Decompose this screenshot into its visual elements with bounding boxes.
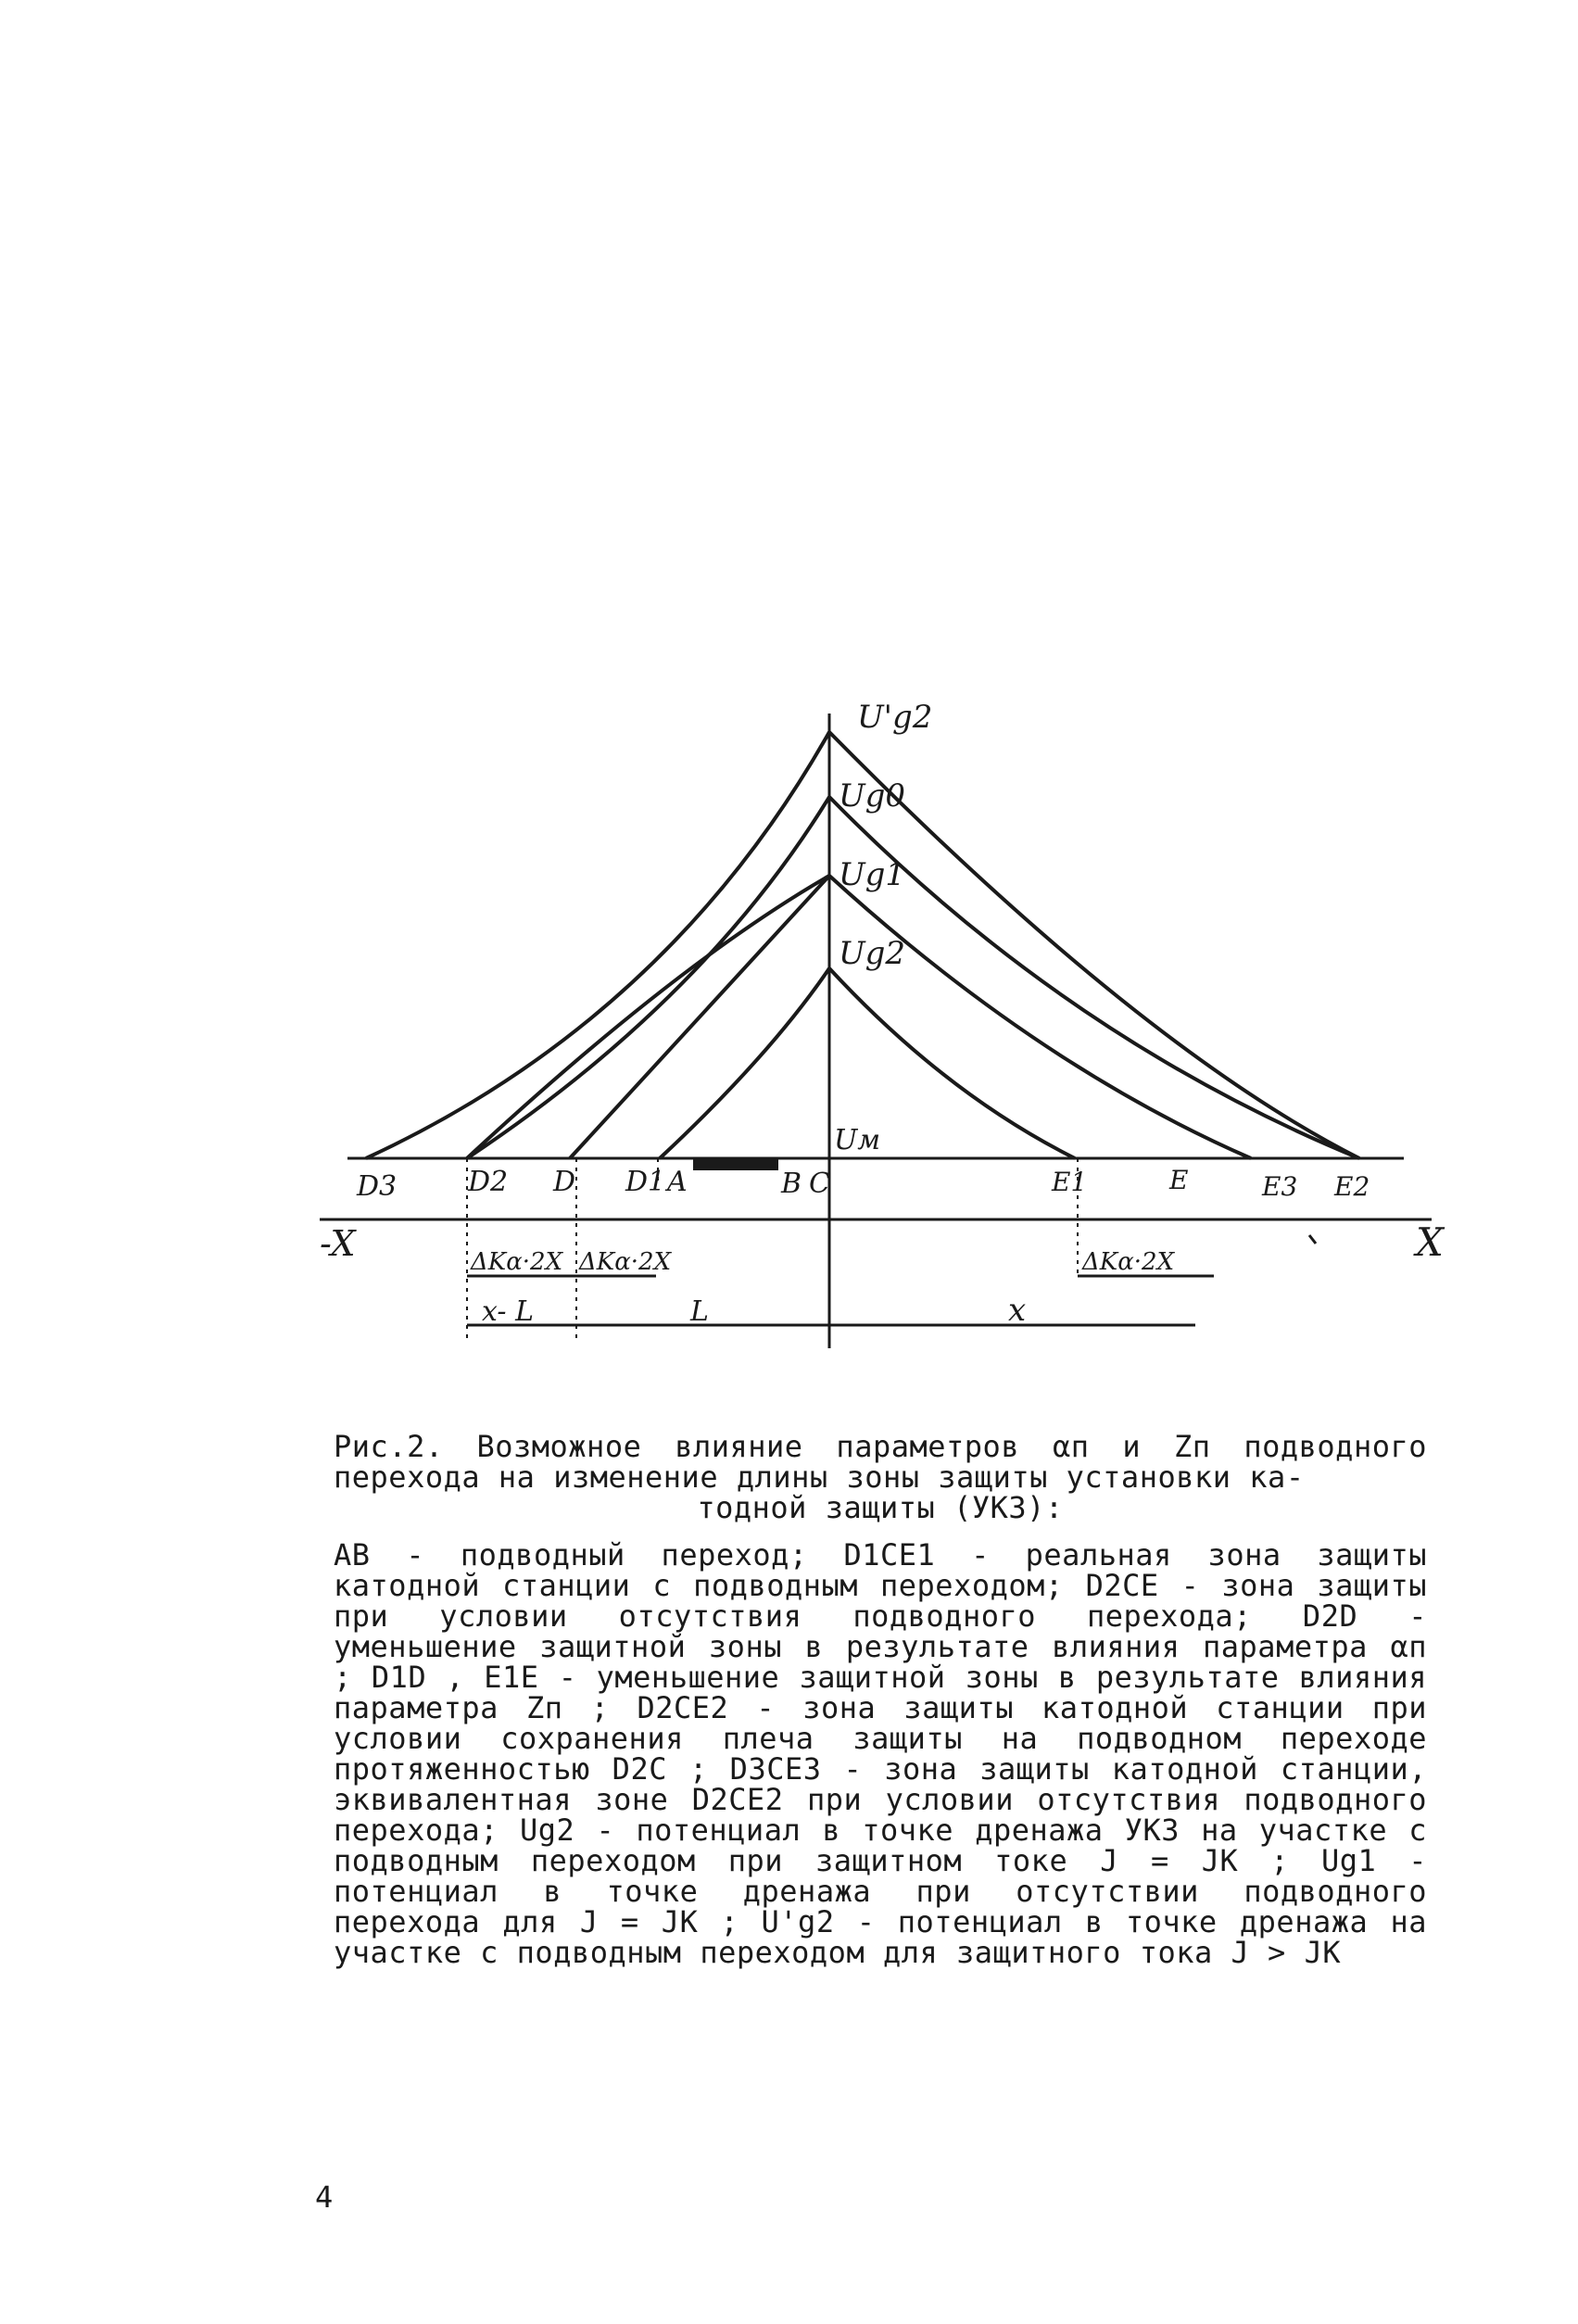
label-e1: E1	[1052, 1167, 1088, 1197]
curve-ug1-right	[829, 876, 1251, 1158]
label-dk-right: ΔKα·2X	[1082, 1248, 1175, 1276]
label-d: D	[553, 1166, 576, 1198]
page-number: 4	[315, 2179, 334, 2215]
curve-ug1-left-inner	[570, 876, 829, 1158]
caption-title	[334, 1429, 1427, 1525]
label-c: C	[809, 1168, 830, 1200]
curve-ug2-left	[660, 968, 829, 1158]
label-e3: E3	[1262, 1171, 1298, 1202]
label-b: B	[781, 1168, 802, 1200]
label-dk-left-2: ΔKα·2X	[579, 1248, 672, 1276]
caption-body-text: АВ - подводный переход; D1CE1 - реальная зона защиты катодной станции с подводным переходом; D2CE - зона защиты при условии отсутствия подводного перехода; D2D - уменьшение защитной зоны в результате влияния параметра αп ; D1D , E1E - уменьшение защитной зоны в результате влияния параметра Zп ; D2CE2 - зона защиты катодной станции при условии сохранения плеча защиты на подводном переходе протяженностью D2C ; D3CE3 - зона защиты катодной станции, эквивалентная зоне D2CE2 при условии отсутствия подводного перехода; Ug2 - потенциал в точке дренажа УКЗ на участке с подводным переходом при защитном токе J = JK ; Ug1 - потенциал в точке дренажа при отсутствии подводного перехода для J = JK ; U'g2 - потенциал в точке дренажа на участке с подводным переходом для защитного тока J > JK	[334, 1537, 1427, 1970]
label-ug0: Ug0	[839, 777, 906, 815]
label-x: x	[1008, 1292, 1027, 1329]
label-a: A	[667, 1166, 688, 1198]
label-dk-left-1: ΔKα·2X	[471, 1248, 563, 1276]
label-d1: D1	[625, 1166, 666, 1198]
label-um: Uм	[834, 1124, 881, 1156]
caption-body	[334, 1537, 1427, 1970]
label-e: E	[1169, 1165, 1189, 1195]
curve-u-prime-g2-left	[366, 732, 829, 1158]
label-x-minus-l: x- L	[482, 1295, 534, 1328]
label-d3: D3	[357, 1170, 398, 1203]
figure-caption	[334, 1429, 1427, 1970]
stray-mark	[1309, 1235, 1316, 1244]
label-pos-x: X	[1416, 1219, 1444, 1265]
curve-ug0-left	[467, 797, 829, 1158]
underwater-crossing-bar	[693, 1159, 778, 1170]
label-ug1: Ug1	[839, 856, 906, 893]
label-l: L	[690, 1295, 709, 1328]
label-d2: D2	[468, 1166, 509, 1198]
label-ug2: Ug2	[839, 935, 906, 972]
label-u-prime-g2: U'g2	[857, 699, 933, 736]
label-neg-x: -X	[320, 1223, 356, 1264]
caption-title-last: тодной защиты (УКЗ):	[697, 1490, 1064, 1525]
label-e2: E2	[1334, 1171, 1370, 1202]
caption-title-text: Рис.2. Возможное влияние параметров αп и Zп подводного перехода на изменение длины зоны защиты установки ка-	[334, 1429, 1427, 1495]
